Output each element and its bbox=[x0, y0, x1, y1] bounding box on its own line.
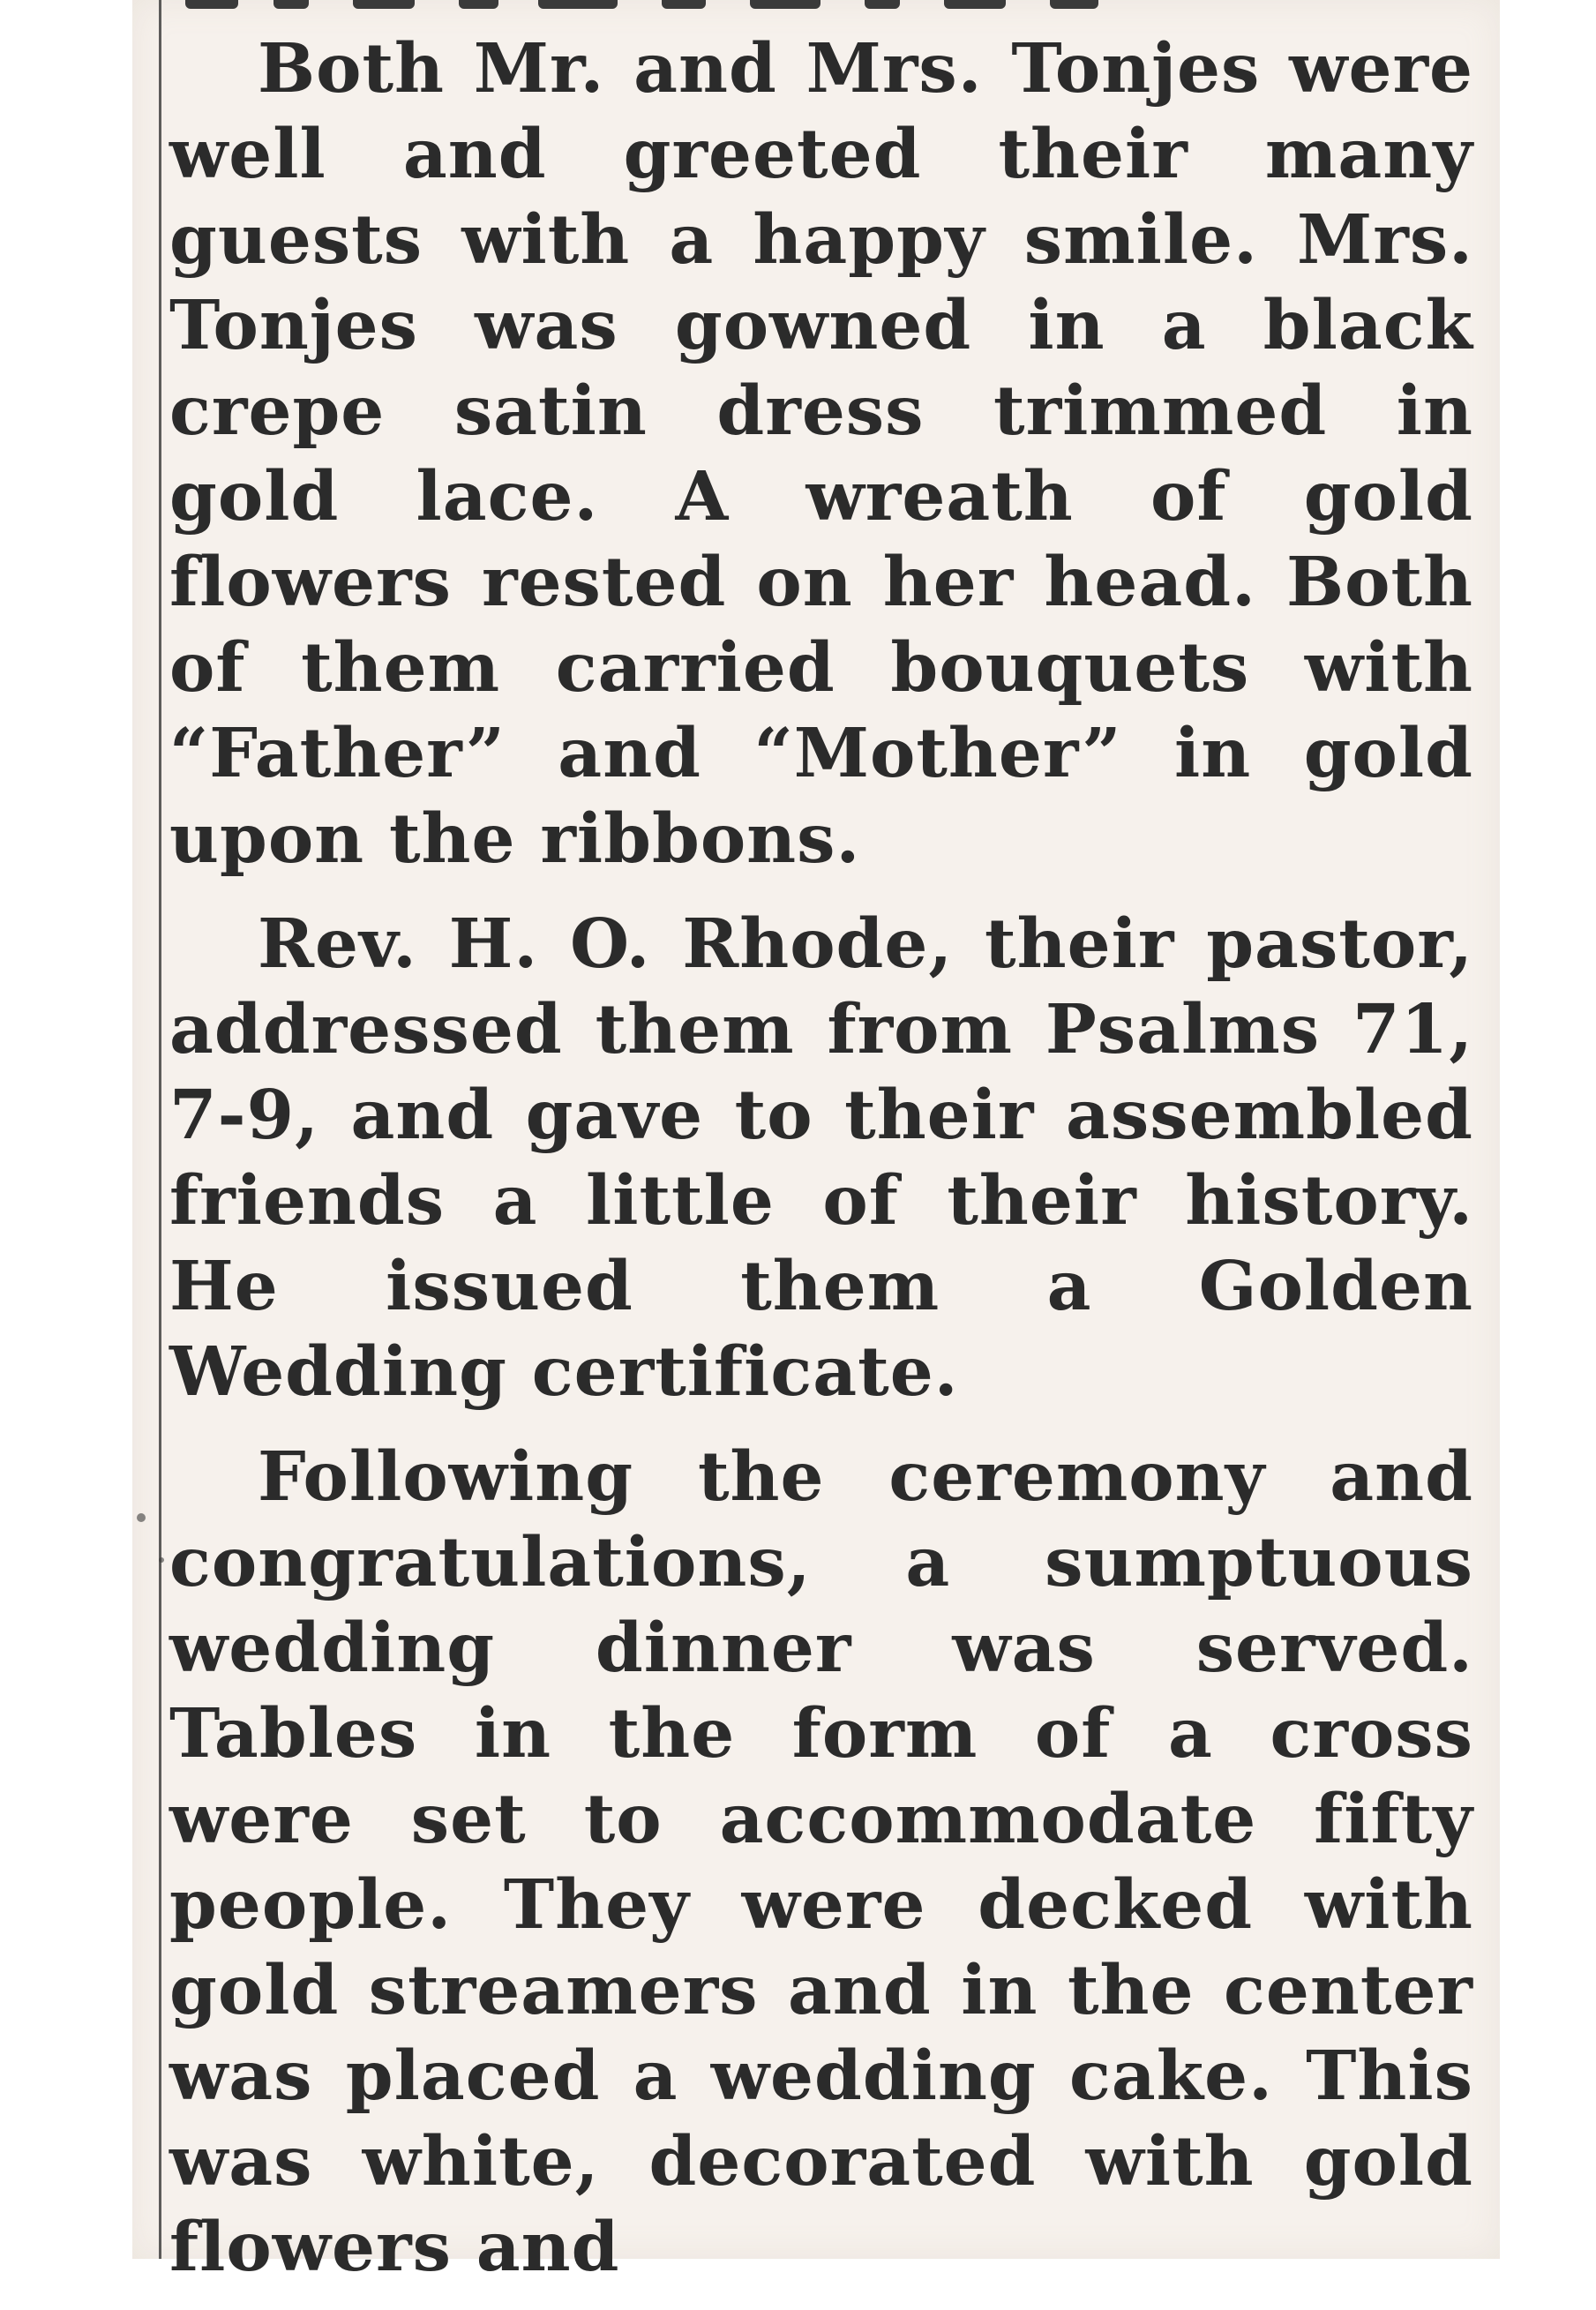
cut-glyph-fragment bbox=[273, 0, 309, 9]
cut-glyph-fragment bbox=[1050, 0, 1098, 9]
cut-glyph-fragment bbox=[944, 0, 1006, 9]
article-paragraph: Both Mr. and Mrs. Tonjes were well and greeted their many guests with a happy smile. Mrs. Tonjes was gowned in a black crepe satin dress trimmed in gold lace. A wreath of gold flowers rested on her head. Both of them carried bouquets with “Father” and “Mother” in gold upon the ribbons. bbox=[169, 29, 1473, 879]
cut-glyph-fragment bbox=[353, 0, 415, 9]
cut-glyph-fragment bbox=[662, 0, 706, 9]
cut-glyph-fragment bbox=[185, 0, 238, 9]
cut-glyph-fragment bbox=[865, 0, 900, 9]
print-speck bbox=[159, 1557, 164, 1563]
print-speck bbox=[137, 1513, 146, 1522]
cut-glyph-fragment bbox=[750, 0, 820, 9]
article-paragraph: Rev. H. O. Rhode, their pastor, addressed them from Psalms 71, 7-9, and gave to their assembled friends a little of their history. He issued them a Golden Wedding certificate. bbox=[169, 904, 1473, 1412]
article-body bbox=[169, 26, 1473, 2310]
article-paragraph: Following the ceremony and congratulations, a sumptuous wedding dinner was served. Tables in the form of a cross were set to accommodate fifty people. They were decked with gold streamers and in the center was placed a wedding cake. This was white, decorated with gold flowers and bbox=[169, 1437, 1473, 2287]
cut-glyph-fragment bbox=[538, 0, 618, 9]
cut-glyph-fragment bbox=[459, 0, 498, 9]
cut-off-top-line bbox=[168, 0, 1473, 16]
column-rule bbox=[159, 0, 161, 2259]
